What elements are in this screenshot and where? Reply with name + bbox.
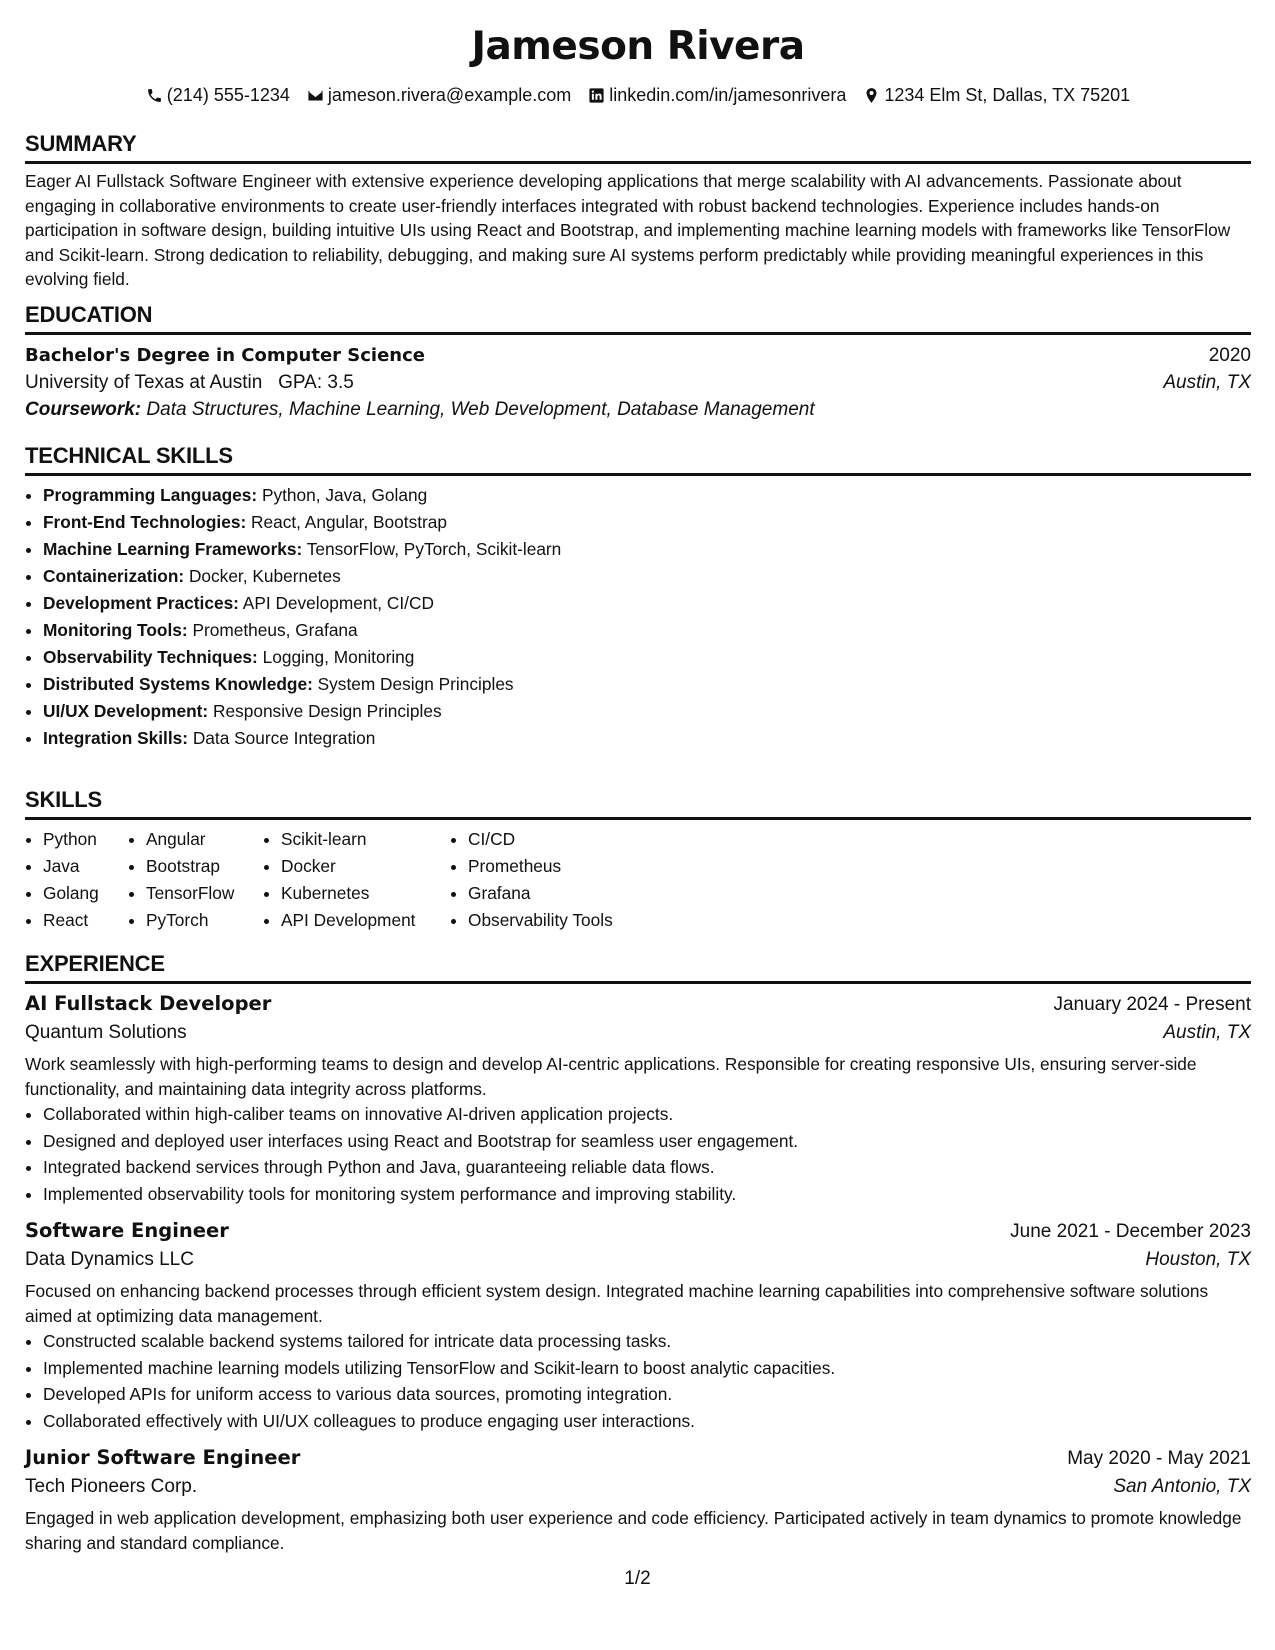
job-dates: June 2021 - December 2023 <box>1010 1221 1251 1242</box>
list-item: • Python <box>43 826 128 853</box>
map-pin-icon <box>863 87 880 104</box>
education-section <box>25 302 1251 421</box>
envelope-icon <box>307 87 324 104</box>
list-item: • Implemented machine learning models utilizing TensorFlow and Scikit-learn to boost analytic capacities. <box>43 1355 1251 1382</box>
job-location: San Antonio, TX <box>1113 1476 1251 1497</box>
list-item: • TensorFlow <box>146 880 263 907</box>
linkedin-link[interactable]: linkedin.com/in/jamesonrivera <box>609 85 847 105</box>
section-title: EDUCATION <box>25 302 153 327</box>
skills-column <box>25 826 128 934</box>
resume-page <box>25 0 1251 1553</box>
experience-entry <box>25 1446 1251 1555</box>
job-description: Engaged in web application development, emphasizing both user experience and code efficiency. Participated actively in team dynamics to promote knowledge sharing and standard compliance. <box>25 1508 1242 1553</box>
summary-section <box>25 131 1251 292</box>
address-text: 1234 Elm St, Dallas, TX 75201 <box>884 85 1131 105</box>
school-line <box>25 372 354 394</box>
job-subheader <box>25 1476 1251 1498</box>
section-divider <box>25 332 1251 335</box>
graduation-year: 2020 <box>1208 345 1251 366</box>
list-item: • API Development <box>281 907 450 934</box>
list-item: • Java <box>43 853 128 880</box>
list-item: • Implemented observability tools for monitoring system performance and improving stability. <box>43 1181 1251 1208</box>
experience-entry <box>25 992 1251 1207</box>
job-header <box>25 992 1251 1016</box>
section-divider <box>25 981 1251 984</box>
section-title: SKILLS <box>25 787 103 812</box>
section-title: TECHNICAL SKILLS <box>25 443 233 468</box>
candidate-name: Jameson Rivera <box>471 24 805 69</box>
list-item: • Angular <box>146 826 263 853</box>
section-title: SUMMARY <box>25 131 137 156</box>
job-dates: May 2020 - May 2021 <box>1067 1448 1251 1469</box>
coursework-list: Data Structures, Machine Learning, Web Development, Database Management <box>146 399 815 420</box>
job-bullets <box>25 1328 1251 1434</box>
gpa: GPA: 3.5 <box>278 372 354 393</box>
list-item: • Observability Techniques: Logging, Monitoring <box>43 644 1251 671</box>
linkedin-icon <box>588 87 605 104</box>
experience-entry <box>25 1219 1251 1434</box>
email-link[interactable]: jameson.rivera@example.com <box>327 85 572 105</box>
job-title: Junior Software Engineer <box>25 1446 301 1469</box>
contact-address <box>863 84 1130 106</box>
job-header <box>25 1219 1251 1243</box>
page-number: 1/2 <box>624 1568 651 1589</box>
company-name: Data Dynamics LLC <box>25 1249 194 1270</box>
degree: Bachelor's Degree in Computer Science <box>25 345 425 366</box>
skills-grid <box>25 826 1251 934</box>
contact-bar <box>25 84 1251 106</box>
list-item: • Developed APIs for uniform access to various data sources, promoting integration. <box>43 1381 1251 1408</box>
list-item: • Front-End Technologies: React, Angular, Bootstrap <box>43 509 1251 536</box>
job-dates: January 2024 - Present <box>1053 994 1251 1015</box>
list-item: • React <box>43 907 128 934</box>
list-item: • Docker <box>281 853 450 880</box>
list-item: • PyTorch <box>146 907 263 934</box>
job-title: AI Fullstack Developer <box>25 992 272 1015</box>
list-item: • Collaborated within high-caliber teams on innovative AI-driven application projects. <box>43 1101 1251 1128</box>
list-item: • Designed and deployed user interfaces using React and Bootstrap for seamless user engagement. <box>43 1128 1251 1155</box>
job-location: Austin, TX <box>1163 1022 1251 1043</box>
list-item: • Monitoring Tools: Prometheus, Grafana <box>43 617 1251 644</box>
list-item: • Golang <box>43 880 128 907</box>
list-item: • Scikit-learn <box>281 826 450 853</box>
list-item: • Bootstrap <box>146 853 263 880</box>
company-name: Quantum Solutions <box>25 1022 187 1043</box>
list-item: • Development Practices: API Development, CI/CD <box>43 590 1251 617</box>
phone-text: (214) 555-1234 <box>166 85 290 105</box>
list-item: • Collaborated effectively with UI/UX colleagues to produce engaging user interactions. <box>43 1408 1251 1435</box>
section-title: EXPERIENCE <box>25 951 165 976</box>
job-description: Work seamlessly with high-performing teams to design and develop AI-centric applications. Responsible for creating responsive UIs, ensuring server-side functionality, and maintaining data integrity across platforms. <box>25 1054 1197 1099</box>
list-item: • Programming Languages: Python, Java, Golang <box>43 482 1251 509</box>
list-item: • Containerization: Docker, Kubernetes <box>43 563 1251 590</box>
list-item: • UI/UX Development: Responsive Design Principles <box>43 698 1251 725</box>
job-description: Focused on enhancing backend processes through efficient system design. Integrated machine learning capabilities into comprehensive software solutions aimed at optimizing data management. <box>25 1281 1209 1326</box>
skills-column <box>128 826 263 934</box>
list-item: • Prometheus <box>468 853 668 880</box>
education-location: Austin, TX <box>1163 372 1251 393</box>
job-header <box>25 1446 1251 1470</box>
phone-icon <box>146 87 163 104</box>
school-name: University of Texas at Austin <box>25 372 263 393</box>
list-item: • Constructed scalable backend systems tailored for intricate data processing tasks. <box>43 1328 1251 1355</box>
experience-section <box>25 951 1251 1555</box>
section-divider <box>25 161 1251 164</box>
job-subheader <box>25 1022 1251 1044</box>
section-divider <box>25 817 1251 820</box>
coursework-line <box>25 399 1251 421</box>
company-name: Tech Pioneers Corp. <box>25 1476 198 1497</box>
job-location: Houston, TX <box>1145 1249 1251 1270</box>
list-item: • Integrated backend services through Python and Java, guaranteeing reliable data flows. <box>43 1154 1251 1181</box>
list-item: • Observability Tools <box>468 907 668 934</box>
job-subheader <box>25 1249 1251 1271</box>
list-item: • CI/CD <box>468 826 668 853</box>
education-row-2 <box>25 372 1251 394</box>
skills-column <box>263 826 450 934</box>
section-divider <box>25 473 1251 476</box>
list-item: • Grafana <box>468 880 668 907</box>
education-row-1 <box>25 345 1251 367</box>
contact-email[interactable] <box>307 84 571 106</box>
coursework-label: Coursework: <box>25 399 142 420</box>
technical-skills-section <box>25 443 1251 752</box>
technical-skills-list <box>25 482 1251 752</box>
contact-linkedin[interactable] <box>588 84 846 106</box>
list-item: • Machine Learning Frameworks: TensorFlow, PyTorch, Scikit-learn <box>43 536 1251 563</box>
list-item: • Kubernetes <box>281 880 450 907</box>
skills-section <box>25 787 1251 934</box>
job-bullets <box>25 1101 1251 1207</box>
contact-phone <box>146 84 290 106</box>
summary-text: Eager AI Fullstack Software Engineer with extensive experience developing applications that merge scalability with AI advancements. Passionate about engaging in collaborative environments to create user-friendly interfaces integrated with robust backend technologies. Experience includes hands-on participation in software design, building intuitive UIs using React and Bootstrap, and implementing machine learning models with frameworks like TensorFlow and Scikit-learn. Strong dedication to reliability, debugging, and making sure AI systems perform predictably while providing meaningful experiences in this evolving field. <box>25 171 1231 289</box>
skills-column <box>450 826 668 934</box>
list-item: • Integration Skills: Data Source Integration <box>43 725 1251 752</box>
list-item: • Distributed Systems Knowledge: System Design Principles <box>43 671 1251 698</box>
job-title: Software Engineer <box>25 1219 229 1242</box>
